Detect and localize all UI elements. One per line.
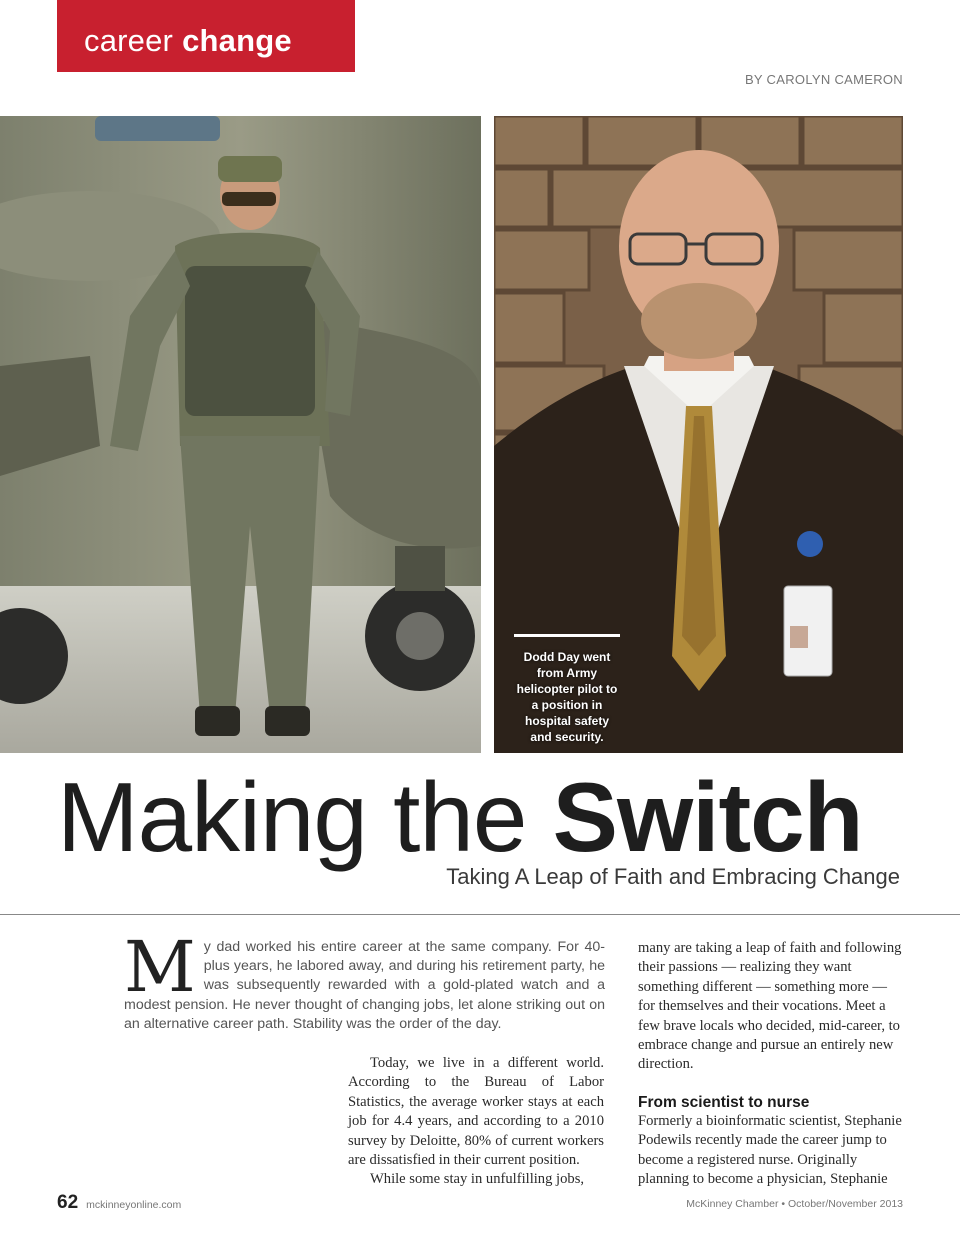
- headline-light: Making the: [57, 762, 527, 872]
- photo-caption: Dodd Day went from Army helicopter pilot to a position in hospital safety and security.: [514, 634, 620, 745]
- issue-date: October/November 2013: [788, 1198, 903, 1210]
- byline: BY CAROLYN CAMERON: [744, 72, 903, 87]
- section-tag-light: career: [84, 23, 174, 58]
- page-folio: [57, 1192, 181, 1214]
- body-column-right: [638, 939, 903, 1189]
- body-paragraph: many are taking a leap of faith and following their passions — realizing they want something different — something more — for themselves and their vocations. Meet a few brave locals who decided, mid-career, to embrace change and pursue an entirely new direction.: [638, 940, 902, 1073]
- issue-footer: [686, 1198, 903, 1210]
- headline-bold: Switch: [552, 762, 863, 872]
- section-tag-bold: change: [182, 23, 292, 58]
- headline: [57, 762, 903, 872]
- body-paragraph: Today, we live in a different world. According to the Bureau of Labor Statistics, the average worker stays at each job for 4.4 years, and according to a 2010 survey by Deloitte, 80% of current workers are dissatisfied in their current position.: [348, 1055, 604, 1169]
- lead-text: y dad worked his entire career at the same company. For 40-plus years, he labored away, and during his retirement party, he was subsequently rewarded with a gold-plated watch and a modest pension. He never thought of changing jobs, let alone striking out on an alternative career path. Stability was the order of the day.: [124, 939, 605, 1032]
- page-number: 62: [57, 1192, 79, 1213]
- body-paragraph: While some stay in unfulfilling jobs,: [370, 1171, 585, 1188]
- section-subhead: From scientist to nurse: [638, 1093, 810, 1111]
- section-tag: [57, 0, 355, 72]
- divider-rule: [0, 914, 960, 915]
- deck-subtitle: Taking A Leap of Faith and Embracing Change: [446, 864, 900, 889]
- drop-cap: M: [124, 926, 196, 1008]
- website: mckinneyonline.com: [86, 1199, 182, 1211]
- pilot-photo: [0, 116, 481, 753]
- body-column-middle: [348, 1054, 604, 1190]
- footer-separator: •: [781, 1198, 786, 1210]
- body-paragraph: Formerly a bioinformatic scientist, Stephanie Podewils recently made the career jump to become a registered nurse. Originally planning to become a physician, Stephanie: [638, 1112, 902, 1188]
- lead-paragraph: [124, 926, 605, 1034]
- publication-name: McKinney Chamber: [686, 1198, 779, 1210]
